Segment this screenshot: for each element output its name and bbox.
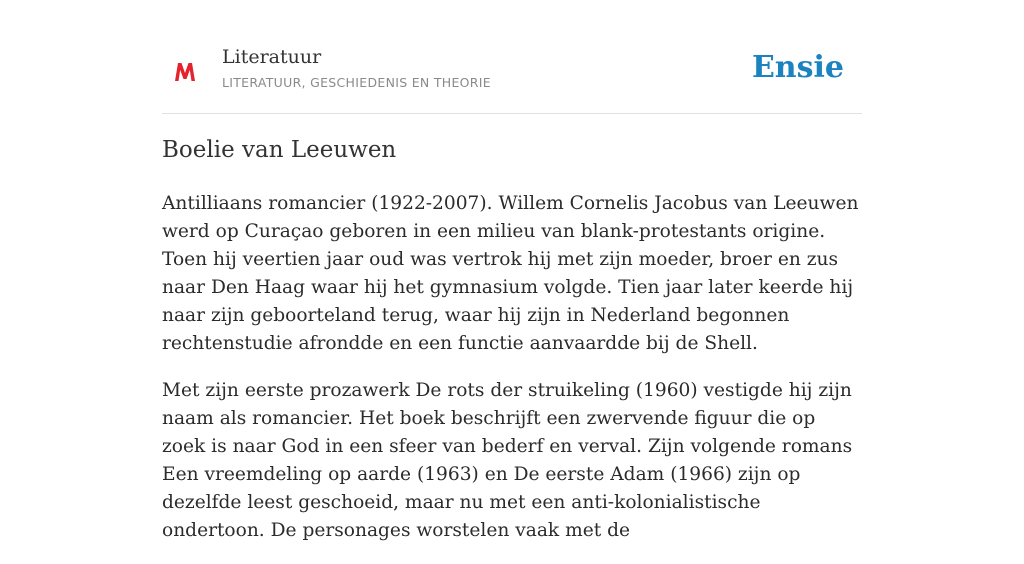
article-body xyxy=(162,190,862,564)
category-title[interactable]: Literatuur xyxy=(222,46,322,68)
m-logo-shape xyxy=(175,63,195,81)
article-paragraph: Met zijn eerste prozawerk De rots der struikeling (1960) vestigde hij zijn naam als romancier. Het boek beschrijft een zwervende figuur die op zoek is naar God in een sfeer van bederf en verval. Zijn volgende romans Een vreemdeling op aarde (1963) en De eerste Adam (1966) zijn op dezelfde leest geschoeid, maar nu met een anti-kolonialistische ondertoon. De personages worstelen vaak met de xyxy=(162,380,853,541)
m-logo-icon[interactable] xyxy=(172,58,200,84)
article-paragraph: Antilliaans romancier (1922-2007). Willem Cornelis Jacobus van Leeuwen werd op Curaçao geboren in een milieu van blank-protestants origine. Toen hij veertien jaar oud was vertrok hij met zijn moeder, broer en zus naar Den Haag waar hij het gymnasium volgde. Tien jaar later keerde hij naar zijn geboorteland terug, waar hij zijn in Nederland begonnen rechtenstudie afrondde en een functie aanvaardde bij de Shell. xyxy=(162,193,859,354)
m-logo-svg xyxy=(172,58,200,84)
category-subtitle: LITERATUUR, GESCHIEDENIS EN THEORIE xyxy=(222,75,491,90)
content-container xyxy=(162,0,862,541)
article-title: Boelie van Leeuwen xyxy=(162,137,397,163)
site-header xyxy=(162,0,862,114)
ensie-brand-logo[interactable]: Ensie xyxy=(751,50,844,85)
